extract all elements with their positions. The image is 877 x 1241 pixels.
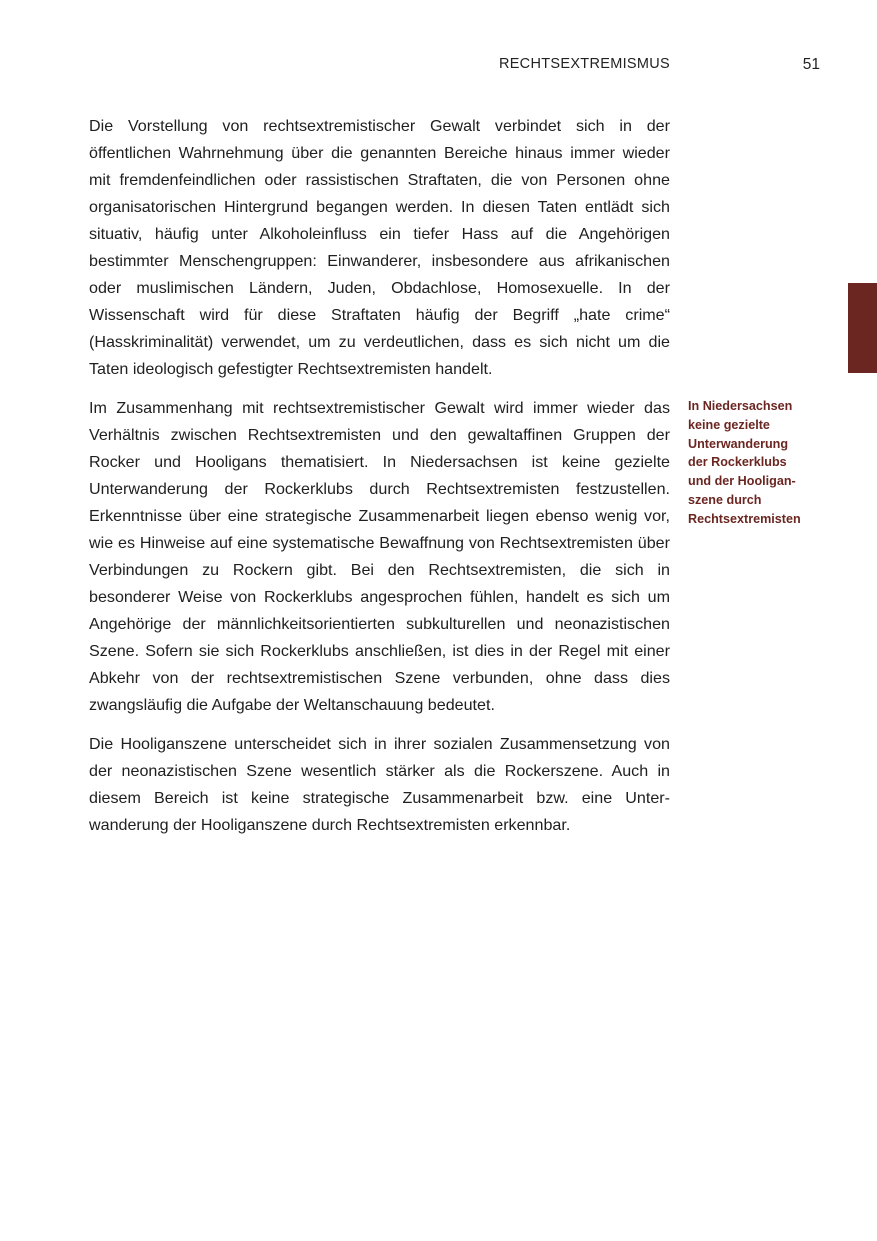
page-number: 51 [802, 56, 820, 73]
paragraph-hooligan-scene: Die Hooliganszene unterscheidet sich in ihrer sozialen Zusammensetzung von der neonazistischen Szene wesentlich stärker als die Rockerszene. Auch in diesem Bereich ist keine strategische Zusammenarbeit bzw. eine Unterwanderung der Hooliganszene durch Rechtsextremisten erkennbar. [89, 735, 670, 834]
chapter-thumb-tab [848, 283, 877, 373]
paragraph-rocker-hooligans: Im Zusammenhang mit rechtsextremistischer Gewalt wird immer wieder das Verhältnis zwischen Rechtsextremisten und den gewaltaffinen Gruppen der Rocker und Hooligans thematisiert. In Niedersachsen ist keine gezielte Unterwanderung der Rockerklubs durch Rechtsextremisten festzustellen. Erkenntnisse über eine strategische Zusammenarbeit liegen ebenso wenig vor, wie es Hinweise auf eine systematische Bewaffnung von Rechtsextremisten über Verbindungen zu Rockern gibt. Bei den Rechtsextremisten, die sich in besonderer Weise von Rockerklubs angesprochen fühlen, handelt es sich um Angehörige der männlichkeitsorientierten subkulturellen und neonazistischen Szene. Sofern sie sich Rockerklubs anschließen, ist dies in der Regel mit einer Abkehr von der rechtsextremistischen Szene verbunden, ohne dass dies zwangsläufig die Aufgabe der Weltanschauung bedeutet. [89, 399, 670, 714]
paragraph-hate-crime: Die Vorstellung von rechtsextremistischer Gewalt verbindet sich in der öffentlichen Wahrnehmung über die genannten Bereiche hinaus immer wieder mit fremdenfeindlichen oder rassistischen Straftaten, die von Personen ohne organisatorischen Hintergrund begangen werden. In diesen Taten entlädt sich situativ, häufig unter Alkoholeinfluss ein tiefer Hass auf die Angehörigen bestimmter Menschengruppen: Einwanderer, insbesondere aus afrikanischen oder muslimischen Ländern, Juden, Obdachlose, Homosexuelle. In der Wissenschaft wird für diese Straftaten häufig der Begriff „hate crime“ (Hasskriminalität) verwendet, um zu verdeutlichen, dass es sich nicht um die Taten ideologisch gefestigter Rechtsextremisten handelt. [89, 117, 670, 378]
body-text [89, 113, 670, 851]
running-header-title: RECHTSEXTREMISMUS [498, 56, 670, 72]
margin-note: In Niedersachsen keine gezielte Unterwanderung der Rockerklubs und der Hooligan- szene durch Rechtsextremisten [688, 399, 801, 526]
